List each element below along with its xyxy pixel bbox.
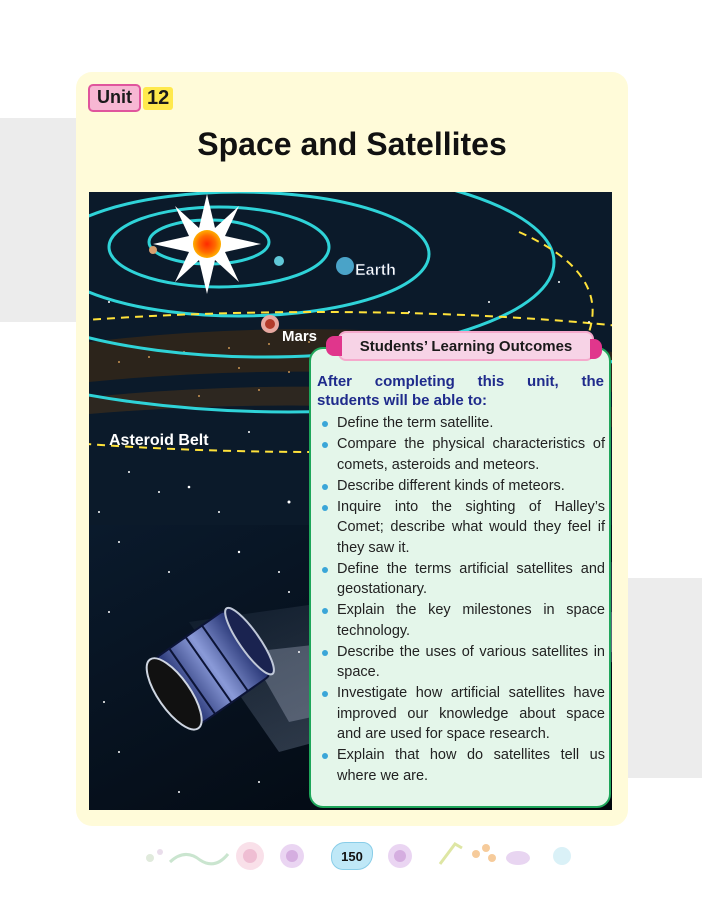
list-item: Explain the key milestones in space technology. [319,600,605,641]
outcomes-intro-line1: After completing this unit, the [317,373,604,390]
list-item: Investigate how artificial satellites have improved our knowledge about space and are used for space research. [319,683,605,745]
outcomes-intro [317,372,604,410]
asteroid-belt-label: Asteroid Belt [109,432,209,449]
page-title: Space and Satellites [197,126,507,162]
mars-label: Mars [282,328,318,345]
learning-outcomes-header: Students’ Learning Outcomes [338,331,594,361]
list-item: Compare the physical characteristics of comets, asteroids and meteors. [319,434,605,475]
list-item: Define the terms artificial satellites and geostationary. [319,559,605,600]
unit-label: Unit [88,84,141,112]
unit-number: 12 [143,87,173,110]
unit-tag [88,84,173,112]
list-item: Explain that how do satellites tell us where we are. [319,745,605,786]
list-item: Describe different kinds of meteors. [319,476,605,497]
earth-label: Earth [355,262,396,279]
outcomes-intro-line2: students will be able to: [317,392,488,409]
list-item: Inquire into the sighting of Halley’s Comet; describe what would they feel if they saw it. [319,497,605,559]
list-item: Define the term satellite. [319,413,605,434]
outcomes-list [319,413,605,787]
page-number: 150 [331,842,373,870]
list-item: Describe the uses of various satellites in space. [319,642,605,683]
